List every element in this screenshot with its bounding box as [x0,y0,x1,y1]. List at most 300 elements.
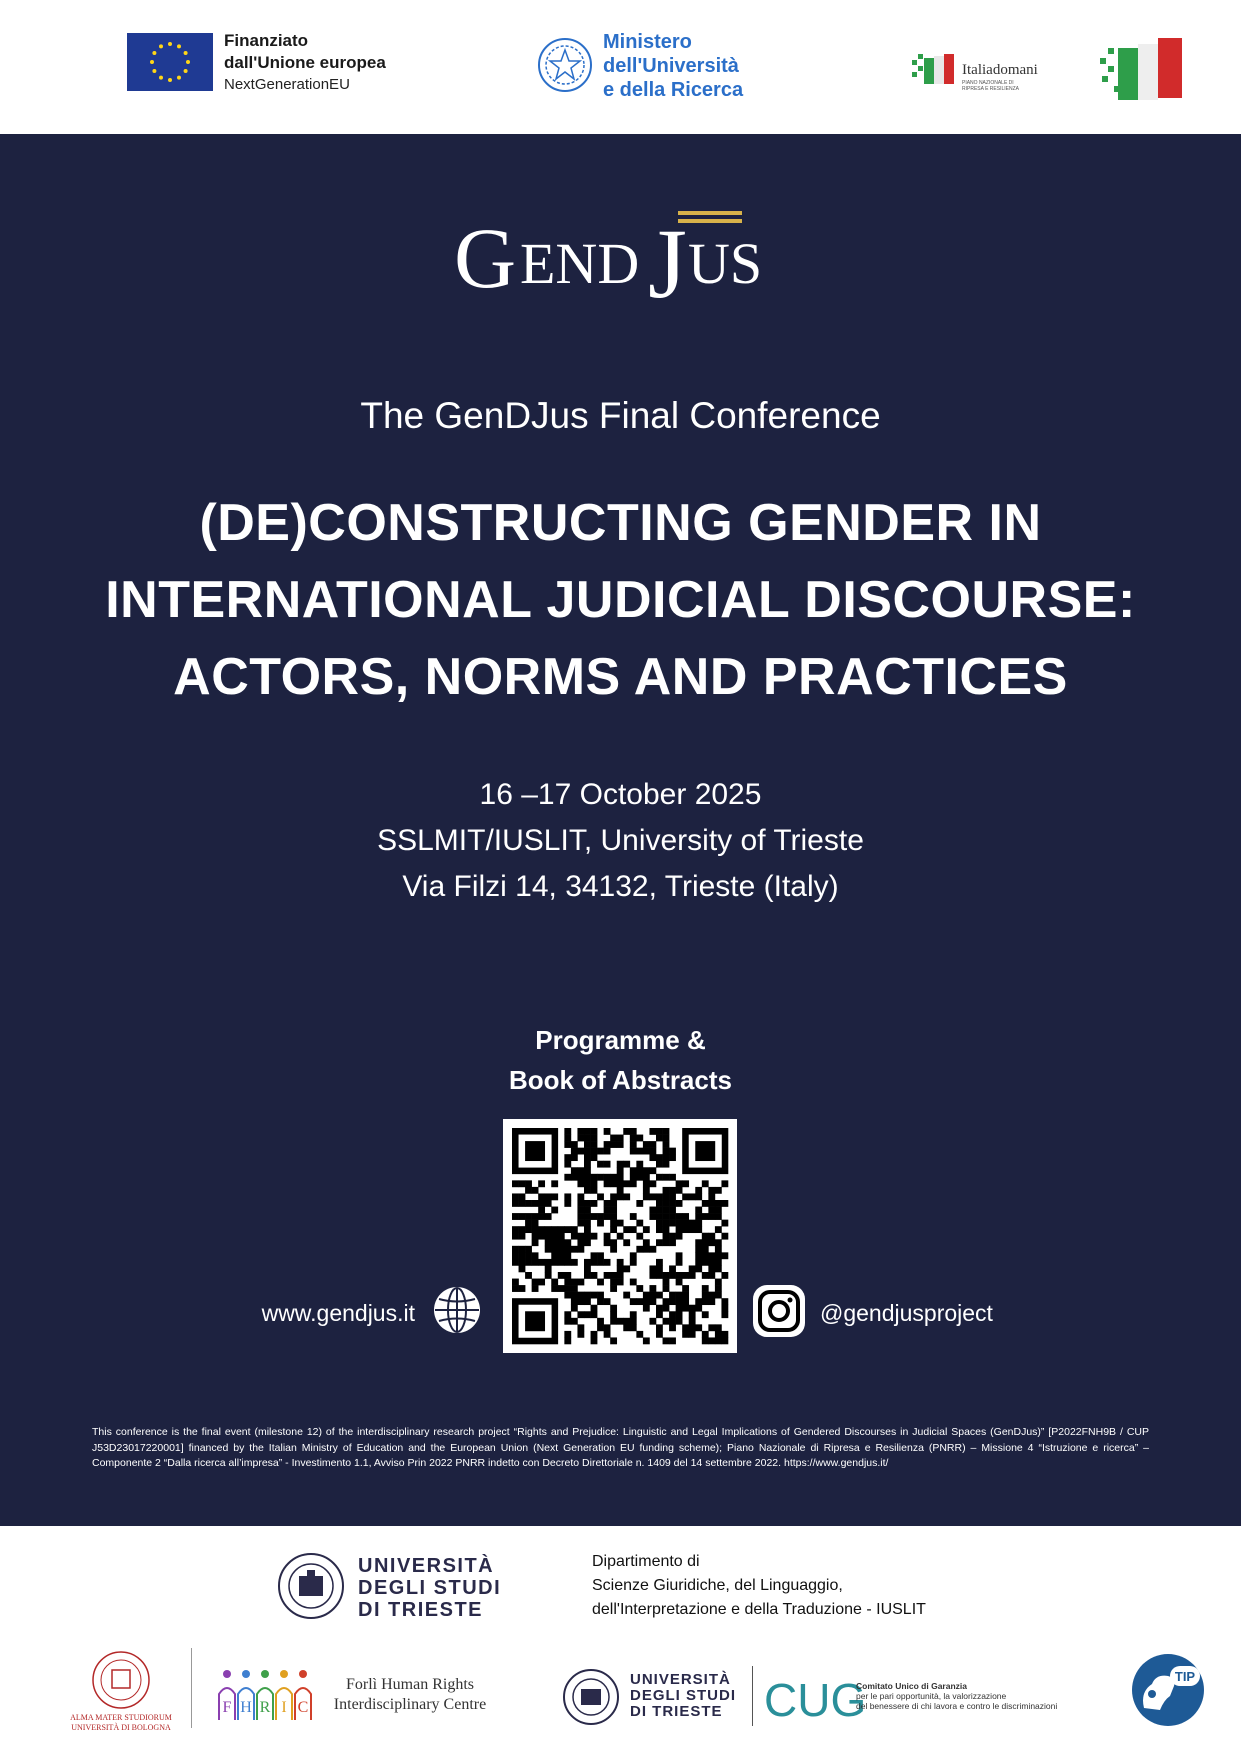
eu-star [168,78,172,82]
qr-module [545,1265,552,1272]
qr-module [636,1298,643,1305]
qr-module [702,1252,709,1259]
qr-module [669,1174,676,1181]
qr-module [663,1233,670,1240]
qr-module [702,1331,709,1338]
qr-module [610,1239,617,1246]
qr-module [610,1193,617,1200]
qr-module [591,1252,598,1259]
qr-module [695,1187,702,1194]
qr-module [682,1331,689,1338]
qr-module [623,1318,630,1325]
qr-module [512,1200,519,1207]
programme-heading [0,1020,1241,1100]
qr-module [676,1279,683,1286]
university-trieste-label-small [630,1672,736,1720]
qr-module [663,1213,670,1220]
qr-module [663,1318,670,1325]
qr-module [519,1200,526,1207]
qr-module [630,1213,637,1220]
qr-module [551,1180,558,1187]
qr-module [519,1180,526,1187]
qr-module [512,1226,519,1233]
qr-module [584,1180,591,1187]
qr-module [721,1272,728,1279]
qr-module [695,1259,702,1266]
qr-module [564,1239,571,1246]
qr-module [708,1259,715,1266]
qr-module [702,1246,709,1253]
qr-module [695,1324,702,1331]
qr-module [610,1285,617,1292]
instagram-icon [752,1284,806,1338]
qr-module [682,1292,689,1299]
qr-module [610,1337,617,1344]
qr-module [708,1298,715,1305]
italiadomani-subtitle: PIANO NAZIONALE DI RIPRESA E RESILIENZA [962,80,1019,92]
qr-module [577,1324,584,1331]
qr-module [577,1311,584,1318]
qr-module [597,1252,604,1259]
italian-flag-icon [1098,34,1188,112]
qr-module [643,1167,650,1174]
qr-module [656,1259,663,1266]
uts2-line2: DEGLI STUDI [630,1687,737,1704]
qr-module [604,1298,611,1305]
website-link[interactable]: www.gendjus.it [261,1300,415,1326]
qr-module [617,1265,624,1272]
qr-module [551,1279,558,1286]
qr-module [695,1213,702,1220]
qr-module [591,1148,598,1155]
eu-star [152,51,156,55]
qr-module [721,1311,728,1318]
eu-star [184,69,188,73]
instagram-handle-link[interactable]: @gendjusproject [820,1300,993,1326]
qr-module [591,1292,598,1299]
qr-module [669,1148,676,1155]
qr-module [551,1233,558,1240]
university-bologna-logo [64,1650,178,1732]
qr-module [584,1174,591,1181]
qr-module [610,1180,617,1187]
qr-module [571,1154,578,1161]
qr-module [630,1311,637,1318]
qr-module [604,1200,611,1207]
qr-module [584,1148,591,1155]
qr-module [721,1220,728,1227]
qr-module [610,1272,617,1279]
qr-module [584,1128,591,1135]
qr-module [669,1187,676,1194]
qr-module [695,1220,702,1227]
qr-module [708,1272,715,1279]
qr-module [682,1305,689,1312]
qr-module [597,1174,604,1181]
qr-module [643,1292,650,1299]
eu-star [152,69,156,73]
qr-module [702,1180,709,1187]
qr-module [656,1161,663,1168]
qr-module [669,1311,676,1318]
qr-module [610,1200,617,1207]
qr-module [512,1233,519,1240]
qr-module [623,1324,630,1331]
qr-module [597,1324,604,1331]
eu-star [159,44,163,48]
qr-module [525,1272,532,1279]
qr-module [564,1174,571,1181]
qr-module [551,1207,558,1214]
qr-module [545,1213,552,1220]
qr-module [558,1246,565,1253]
qr-module [663,1272,670,1279]
qr-module [610,1135,617,1142]
qr-module [695,1265,702,1272]
qr-module [571,1246,578,1253]
qr-module [676,1311,683,1318]
programme-line1: Programme & [535,1025,706,1055]
qr-module [604,1239,611,1246]
qr-module [564,1331,571,1338]
qr-module [558,1285,565,1292]
eu-star [150,60,154,64]
qr-module [721,1252,728,1259]
bologna-line1: ALMA MATER STUDIORUM [70,1713,172,1722]
qr-module [643,1148,650,1155]
qr-module [656,1193,663,1200]
qr-module [689,1193,696,1200]
qr-module [571,1233,578,1240]
qr-module [525,1220,532,1227]
qr-module [577,1331,584,1338]
fhric-letter-c: C [297,1699,309,1716]
ministry-line2: dell'Università [603,55,739,77]
qr-module [676,1200,683,1207]
qr-module [682,1324,689,1331]
qr-module [584,1311,591,1318]
qr-module [519,1233,526,1240]
qr-module [610,1213,617,1220]
qr-module [584,1265,591,1272]
qr-module [649,1292,656,1299]
fhric-label [330,1675,490,1715]
qr-module [591,1174,598,1181]
qr-module [604,1161,611,1168]
qr-module [532,1226,539,1233]
qr-module [721,1298,728,1305]
qr-module [630,1148,637,1155]
qr-module [577,1246,584,1253]
qr-module [663,1337,670,1344]
qr-module [630,1324,637,1331]
qr-module [617,1220,624,1227]
qr-module [636,1220,643,1227]
divider [191,1648,192,1728]
qr-module [702,1285,709,1292]
svg-text:J: J [648,208,687,319]
qr-module [571,1167,578,1174]
qr-module [538,1226,545,1233]
qr-module [689,1226,696,1233]
qr-module [649,1141,656,1148]
qr-module [610,1305,617,1312]
qr-module [532,1187,539,1194]
qr-module [689,1324,696,1331]
qr-module [525,1259,532,1266]
qr-module [630,1279,637,1286]
qr-module [519,1265,526,1272]
qr-module [545,1239,552,1246]
qr-module [564,1279,571,1286]
qr-module [636,1285,643,1292]
ministry-line3: e della Ricerca [603,79,744,101]
qr-module [669,1239,676,1246]
qr-module [623,1128,630,1135]
qr-module [663,1148,670,1155]
qr-module [630,1259,637,1266]
qr-module [708,1239,715,1246]
conference-title [40,485,1201,716]
qr-module [604,1174,611,1181]
qr-module [591,1187,598,1194]
qr-module [610,1311,617,1318]
eu-star [177,76,181,80]
eu-star [184,51,188,55]
qr-module [721,1331,728,1338]
qr-module [682,1298,689,1305]
uts2-line1: UNIVERSITÀ [630,1671,731,1688]
qr-module [597,1318,604,1325]
qr-module [689,1265,696,1272]
qr-module [564,1292,571,1299]
qr-module [649,1207,656,1214]
qr-module [623,1161,630,1168]
qr-module [721,1180,728,1187]
gendjus-logo [450,205,800,319]
qr-module [663,1220,670,1227]
qr-module [519,1259,526,1266]
qr-module [695,1141,715,1161]
qr-module [636,1200,643,1207]
qr-module [591,1135,598,1142]
qr-module [669,1265,676,1272]
qr-module [551,1259,558,1266]
qr-module [538,1180,545,1187]
qr-module [564,1200,571,1207]
qr-module [519,1226,526,1233]
qr-module [564,1128,571,1135]
qr-module [649,1213,656,1220]
qr-module [630,1167,637,1174]
qr-module [656,1207,663,1214]
qr-module [721,1337,728,1344]
qr-module [551,1239,558,1246]
svg-text:US: US [688,231,763,296]
qr-module [564,1154,571,1161]
qr-module [630,1318,637,1325]
qr-module [597,1193,604,1200]
qr-module [643,1305,650,1312]
qr-module [604,1272,611,1279]
qr-module [676,1180,683,1187]
qr-module [545,1233,552,1240]
qr-module [610,1207,617,1214]
qr-module [663,1298,670,1305]
fhric-logo [215,1664,315,1724]
qr-module [702,1213,709,1220]
qr-module [604,1233,611,1240]
university-trieste-seal-icon [277,1552,345,1620]
qr-module [663,1154,670,1161]
qr-module [604,1128,611,1135]
bologna-line2: UNIVERSITÀ DI BOLOGNA [71,1723,171,1732]
qr-module [564,1135,571,1142]
qr-module [591,1180,598,1187]
qr-module [571,1279,578,1286]
qr-module [532,1213,539,1220]
qr-module [649,1272,656,1279]
qr-module [708,1200,715,1207]
qr-module [702,1272,709,1279]
qr-module [656,1174,663,1181]
qr-module [708,1213,715,1220]
qr-module [708,1233,715,1240]
qr-module [584,1220,591,1227]
event-details [0,772,1241,910]
qr-module [656,1128,663,1135]
qr-module [669,1207,676,1214]
qr-module [721,1305,728,1312]
qr-module [715,1187,722,1194]
eu-line2: dall'Unione europea [224,53,386,72]
qr-module [636,1135,643,1142]
eu-flag-icon [127,33,213,91]
qr-module [656,1213,663,1220]
italiadomani-label: Italiadomani [962,62,1038,78]
qr-module [584,1187,591,1194]
qr-module [636,1174,643,1181]
qr-module [564,1141,571,1148]
qr-module [551,1252,558,1259]
qr-module [689,1272,696,1279]
qr-module [649,1298,656,1305]
qr-module [525,1141,545,1161]
qr-module [597,1213,604,1220]
qr-module [584,1292,591,1299]
cug-line2: per le pari opportunità, la valorizzazione [856,1691,1007,1701]
qr-module [682,1272,689,1279]
uts2-line3: DI TRIESTE [630,1703,723,1720]
qr-module [715,1331,722,1338]
qr-module [630,1298,637,1305]
qr-module [676,1233,683,1240]
qr-code[interactable] [503,1119,737,1353]
qr-module [571,1292,578,1299]
qr-module [676,1272,683,1279]
fhric-line1: Forlì Human Rights [345,1676,474,1693]
qr-module [656,1239,663,1246]
qr-module [538,1200,545,1207]
qr-module [519,1213,526,1220]
qr-module [571,1318,578,1325]
qr-module [715,1226,722,1233]
university-trieste-label [358,1555,501,1621]
qr-module [669,1193,676,1200]
qr-module [617,1279,624,1286]
qr-module [597,1259,604,1266]
qr-module [512,1285,519,1292]
qr-module [656,1324,663,1331]
qr-module [532,1233,539,1240]
qr-module [558,1272,565,1279]
qr-module [676,1187,683,1194]
qr-module [663,1193,670,1200]
divider [752,1666,753,1726]
qr-module [577,1239,584,1246]
qr-module [623,1180,630,1187]
qr-module [577,1220,584,1227]
qr-module [649,1148,656,1155]
qr-module [649,1154,656,1161]
qr-module [564,1272,571,1279]
qr-module [695,1193,702,1200]
qr-module [630,1141,637,1148]
qr-module [564,1193,571,1200]
qr-module [721,1233,728,1240]
qr-module [643,1193,650,1200]
qr-module [551,1285,558,1292]
title-line-3: ACTORS, NORMS AND PRACTICES [173,648,1068,706]
qr-module [551,1246,558,1253]
qr-module [597,1161,604,1168]
qr-module [577,1233,584,1240]
qr-module [525,1246,532,1253]
qr-module [656,1154,663,1161]
qr-module [663,1141,670,1148]
qr-module [630,1252,637,1259]
qr-module [577,1298,584,1305]
qr-module [519,1193,526,1200]
qr-module [702,1259,709,1266]
title-line-2: INTERNATIONAL JUDICIAL DISCOURSE: [105,571,1136,629]
qr-module [715,1337,722,1344]
qr-module [532,1252,539,1259]
qr-module [715,1285,722,1292]
qr-module [545,1193,552,1200]
qr-module [623,1265,630,1272]
qr-module [715,1252,722,1259]
qr-module [591,1233,598,1240]
qr-module [584,1233,591,1240]
qr-module [623,1226,630,1233]
qr-module [617,1259,624,1266]
cug-mark: CUG [764,1674,867,1726]
qr-module [636,1161,643,1168]
qr-module [591,1128,598,1135]
qr-module [525,1187,532,1194]
qr-module [591,1213,598,1220]
qr-module [577,1174,584,1181]
uts-line1: UNIVERSITÀ [358,1555,495,1577]
qr-module [571,1148,578,1155]
qr-module [663,1226,670,1233]
qr-module [512,1246,519,1253]
qr-module [656,1272,663,1279]
qr-module [649,1180,656,1187]
qr-module [545,1272,552,1279]
qr-module [721,1200,728,1207]
